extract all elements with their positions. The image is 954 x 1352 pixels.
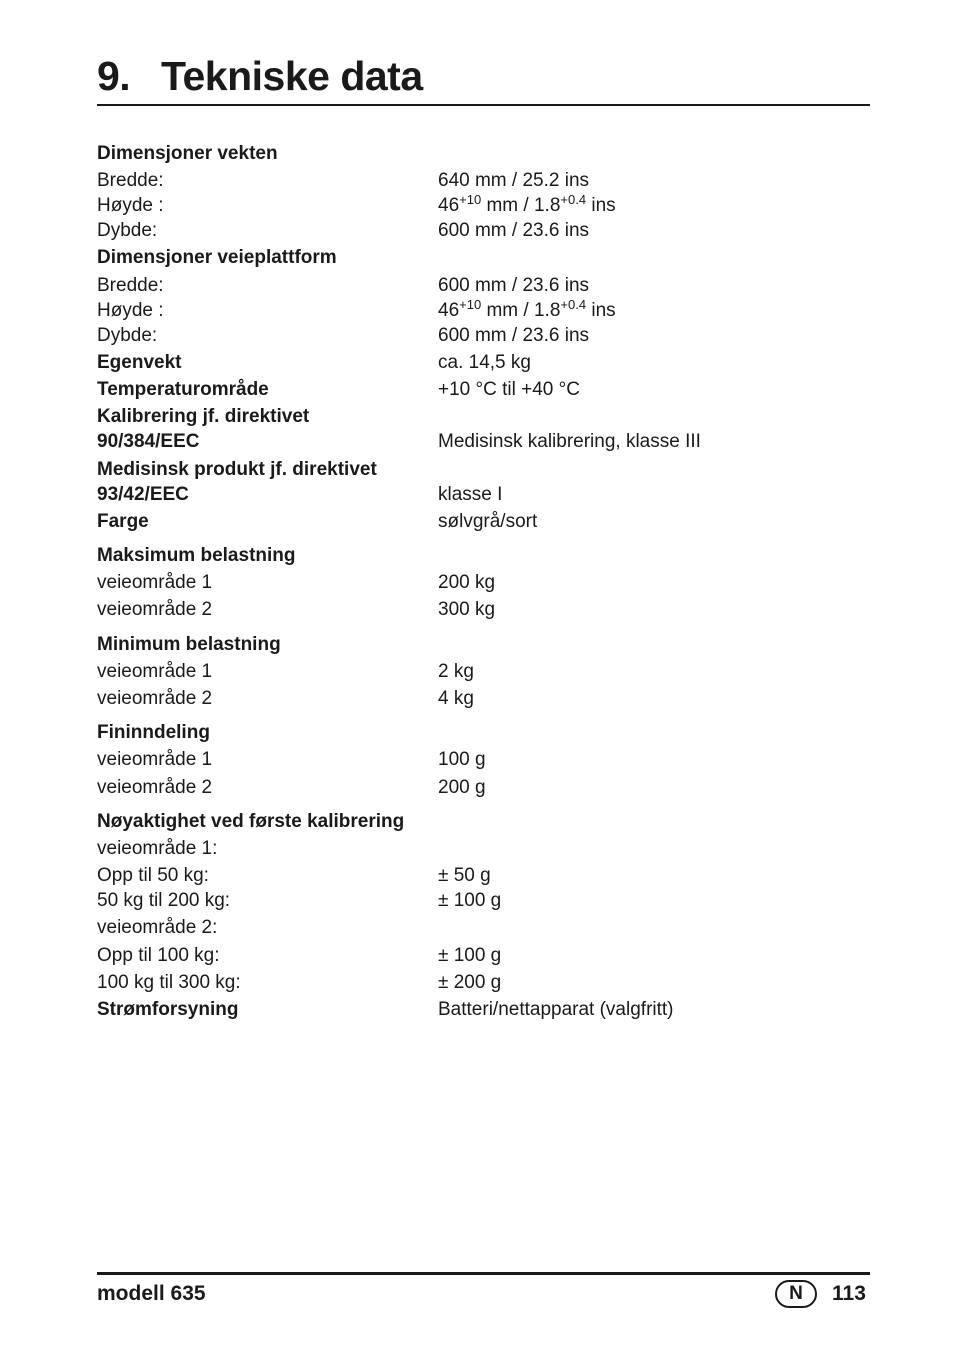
footer-model: modell 635 xyxy=(97,1282,206,1305)
spec-label: 93/42/EEC xyxy=(97,484,189,505)
spec-heading xyxy=(97,246,870,270)
spec-heading xyxy=(97,142,870,166)
spec-label: Egenvekt xyxy=(97,352,182,373)
spec-label: Strømforsyning xyxy=(97,999,239,1020)
spec-row xyxy=(97,971,870,995)
section-number: 9. xyxy=(97,53,131,99)
spec-value: ca. 14,5 kg xyxy=(438,352,531,373)
spec-row xyxy=(97,219,870,243)
spec-value: 100 g xyxy=(438,749,486,770)
spec-row xyxy=(97,864,870,888)
spec-label: veieområde 1 xyxy=(97,572,213,593)
tolerance-sup: +0.4 xyxy=(560,192,587,207)
spec-row xyxy=(97,916,870,940)
spec-row xyxy=(97,598,870,622)
spec-value: 200 g xyxy=(438,777,486,798)
spec-label: veieområde 2 xyxy=(97,599,213,620)
spec-row xyxy=(97,776,870,800)
spec-row xyxy=(97,351,870,375)
spec-value: 600 mm / 23.6 ins xyxy=(438,325,590,346)
spec-value: +10 °C til +40 °C xyxy=(438,379,580,400)
value-part: 46 xyxy=(438,300,460,321)
spec-heading xyxy=(97,458,870,482)
spec-label: Høyde : xyxy=(97,300,164,321)
spec-row xyxy=(97,889,870,913)
spec-label: Minimum belastning xyxy=(97,634,281,655)
spec-value: 300 kg xyxy=(438,599,496,620)
spec-value: 2 kg xyxy=(438,661,474,682)
spec-label: veieområde 1 xyxy=(97,661,213,682)
spec-value: sølvgrå/sort xyxy=(438,511,538,532)
spec-label: Fininndeling xyxy=(97,722,210,743)
spec-value: 600 mm / 23.6 ins xyxy=(438,275,590,296)
spec-row xyxy=(97,378,870,402)
spec-label: Farge xyxy=(97,511,149,532)
spec-heading xyxy=(97,810,870,834)
value-part: ins xyxy=(586,300,616,321)
spec-value: 600 mm / 23.6 ins xyxy=(438,220,590,241)
spec-value: ± 100 g xyxy=(438,890,502,911)
spec-row xyxy=(97,660,870,684)
spec-heading xyxy=(97,405,870,429)
spec-row xyxy=(97,510,870,534)
title-divider xyxy=(97,104,870,106)
spec-label: Bredde: xyxy=(97,275,164,296)
tolerance-sup: +10 xyxy=(459,297,482,312)
spec-value: klasse I xyxy=(438,484,503,505)
spec-row xyxy=(97,748,870,772)
spec-row xyxy=(97,483,870,507)
spec-label: 50 kg til 200 kg: xyxy=(97,890,231,911)
spec-row xyxy=(97,274,870,298)
spec-row xyxy=(97,324,870,348)
spec-value: 200 kg xyxy=(438,572,496,593)
title-text: Tekniske data xyxy=(161,53,423,99)
spec-row xyxy=(97,571,870,595)
value-part: 46 xyxy=(438,195,460,216)
value-part: mm / 1.8 xyxy=(481,195,561,216)
spec-value: 4 kg xyxy=(438,688,474,709)
tolerance-sup: +0.4 xyxy=(560,297,587,312)
spec-value: 640 mm / 25.2 ins xyxy=(438,170,590,191)
page-number: 113 xyxy=(832,1282,866,1305)
spec-label: veieområde 2 xyxy=(97,777,213,798)
spec-label: Dimensjoner veieplattform xyxy=(97,247,337,268)
spec-value: ± 100 g xyxy=(438,945,502,966)
spec-row xyxy=(97,194,870,218)
spec-label: Dimensjoner vekten xyxy=(97,143,278,164)
spec-label: Opp til 100 kg: xyxy=(97,945,220,966)
spec-value: Medisinsk kalibrering, klasse III xyxy=(438,431,701,452)
spec-label: veieområde 2 xyxy=(97,688,213,709)
spec-label: Maksimum belastning xyxy=(97,545,296,566)
spec-row xyxy=(97,169,870,193)
spec-label: Kalibrering jf. direktivet xyxy=(97,406,310,427)
spec-label: Bredde: xyxy=(97,170,164,191)
spec-row xyxy=(97,837,870,861)
spec-label: Dybde: xyxy=(97,220,158,241)
spec-value: Batteri/nettapparat (valgfritt) xyxy=(438,999,674,1020)
spec-value: ± 50 g xyxy=(438,865,491,886)
spec-heading xyxy=(97,633,870,657)
spec-label: veieområde 1 xyxy=(97,749,213,770)
spec-label: 90/384/EEC xyxy=(97,431,200,452)
spec-label: Høyde : xyxy=(97,195,164,216)
spec-label: veieområde 1: xyxy=(97,838,218,859)
spec-heading xyxy=(97,544,870,568)
spec-value xyxy=(438,299,616,323)
spec-row xyxy=(97,687,870,711)
page-title xyxy=(97,52,423,100)
spec-label: Temperaturområde xyxy=(97,379,269,400)
spec-label: 100 kg til 300 kg: xyxy=(97,972,241,993)
spec-label: Dybde: xyxy=(97,325,158,346)
spec-heading xyxy=(97,721,870,745)
value-part: mm / 1.8 xyxy=(481,300,561,321)
spec-row xyxy=(97,998,870,1022)
spec-label: Nøyaktighet ved første kalibrering xyxy=(97,811,405,832)
value-part: ins xyxy=(586,195,616,216)
spec-value xyxy=(438,194,616,218)
spec-label: Medisinsk produkt jf. direktivet xyxy=(97,459,377,480)
language-badge: N xyxy=(775,1280,817,1308)
spec-row xyxy=(97,430,870,454)
spec-label: veieområde 2: xyxy=(97,917,218,938)
spec-label: Opp til 50 kg: xyxy=(97,865,209,886)
tolerance-sup: +10 xyxy=(459,192,482,207)
spec-row xyxy=(97,299,870,323)
footer-divider xyxy=(97,1272,870,1275)
spec-value: ± 200 g xyxy=(438,972,502,993)
spec-row xyxy=(97,944,870,968)
